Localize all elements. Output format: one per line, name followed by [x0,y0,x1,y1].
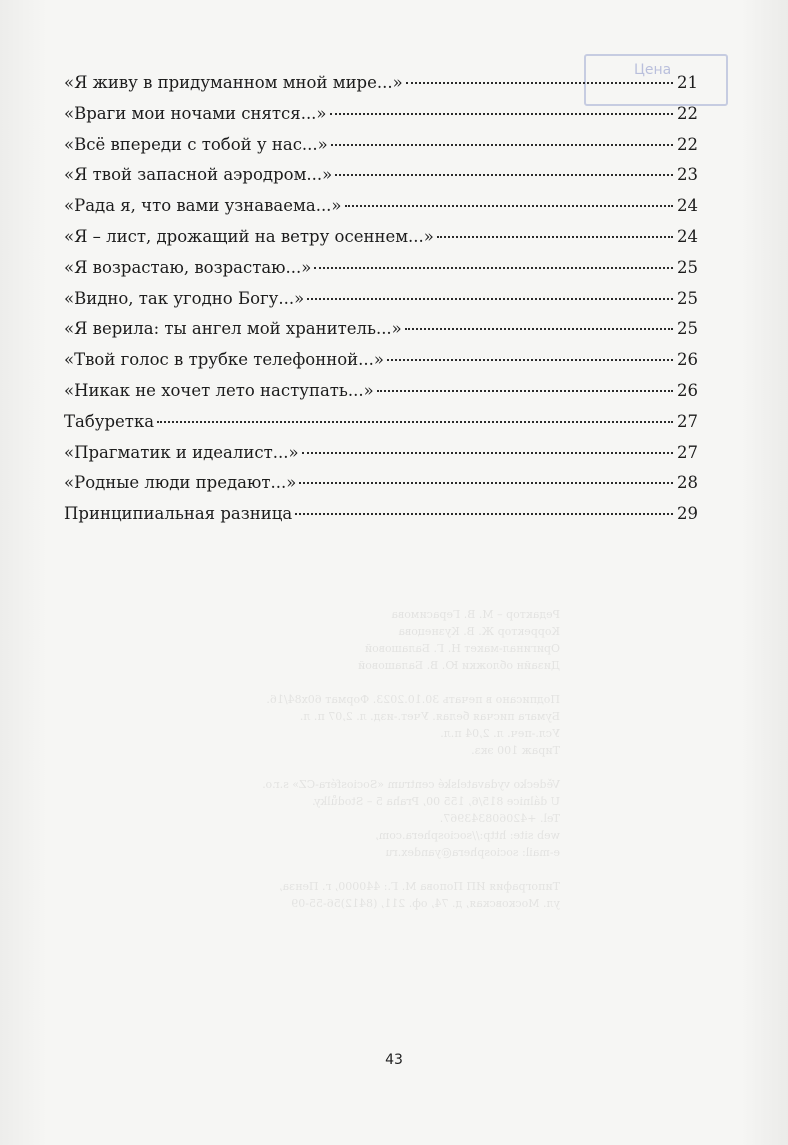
toc-entry-page: 24 [677,226,698,246]
toc-entry-title: Принципиальная разница [64,504,293,524]
toc-entry [64,499,698,530]
toc-dot-leader [331,144,673,146]
toc-entry-title: Табуретка [64,411,155,431]
toc-entry-title: «Я твой запасной аэродром...» [64,165,333,185]
price-stamp-label: Цена [634,62,672,78]
toc-entry-page: 21 [677,73,698,92]
toc-entry-page: 26 [677,350,698,370]
toc-entry-page: 25 [677,319,698,339]
toc-dot-leader [405,328,673,330]
toc-entry-title: «Враги мои ночами снятся...» [64,103,327,123]
toc-entry [64,438,698,469]
table-of-contents [64,68,698,530]
toc-entry-title: «Родные люди предают...» [64,473,297,493]
toc-entry [64,160,698,191]
toc-entry-title: «Рада я, что вами узнаваема...» [64,196,342,216]
toc-dot-leader [299,482,673,484]
toc-entry-title: «Я живу в придуманном мной мире...» [64,73,403,92]
toc-dot-leader [406,82,673,84]
toc-entry-page: 25 [677,288,698,308]
bleed-through-text [240,606,560,912]
toc-entry [64,253,698,284]
toc-entry [64,468,698,499]
toc-entry-page: 22 [677,103,698,123]
toc-entry-title: «Прагматик и идеалист...» [64,442,299,462]
bleed-through-line: Бумага писчая белая. Учет.-изд. л. 2,07 п. л. [299,710,560,723]
bleed-through-line: Корректор Ж. В. Кузнецова [398,625,560,638]
toc-entry-page: 26 [677,380,698,400]
bleed-through-line: Дизайн обложки Ю. В. Балашовой [357,659,560,672]
toc-entry-title: «Видно, так угодно Богу...» [64,288,305,308]
bleed-through-line: Тираж 100 экз. [471,744,560,757]
bleed-through-line [240,674,560,691]
toc-dot-leader [314,267,673,269]
toc-dot-leader [157,421,673,423]
toc-entry [64,376,698,407]
bleed-through-line [240,759,560,776]
bleed-through-line: Vědecko vydavatelské centrum «Sociosféra-CZ» s.r.o. [262,778,560,791]
toc-entry [64,130,698,161]
bleed-through-line: Tel. +420608343967. [439,812,560,825]
bleed-through-line: Оригинал-макет Н. Г. Балашовой [364,642,560,655]
toc-entry [64,99,698,130]
toc-entry [64,407,698,438]
toc-dot-leader [335,174,673,176]
toc-entry-page: 22 [677,134,698,154]
toc-dot-leader [377,390,673,392]
toc-entry-page: 24 [677,196,698,216]
toc-dot-leader [345,205,673,207]
toc-entry-title: «Я возрастаю, возрастаю...» [64,257,312,277]
bleed-through-line: Типография ИП Попова М. Г.: 440000, г. Пенза, [279,880,560,893]
toc-entry-page: 28 [677,473,698,493]
toc-dot-leader [295,513,673,515]
toc-entry-page: 23 [677,165,698,185]
toc-entry-page: 25 [677,257,698,277]
toc-entry-title: «Я – лист, дрожащий на ветру осеннем...» [64,226,434,246]
toc-dot-leader [437,236,673,238]
toc-entry-title: «Всё впереди с тобой у нас...» [64,134,328,154]
toc-entry-title: «Я верила: ты ангел мой хранитель...» [64,319,402,339]
toc-entry [64,345,698,376]
bleed-through-line: ул. Московская, д. 74, оф. 211, (8412)56-55-09 [291,897,560,910]
toc-dot-leader [330,113,673,115]
bleed-through-line: Редактор – М. В. Герасимова [391,608,560,621]
toc-entry [64,191,698,222]
toc-entry [64,68,698,99]
toc-entry [64,222,698,253]
toc-dot-leader [387,359,673,361]
bleed-through-line: e-mail: sociosphera@yandex.ru [385,846,560,859]
bleed-through-line [240,861,560,878]
toc-entry [64,284,698,315]
toc-entry-title: «Твой голос в трубке телефонной...» [64,350,384,370]
toc-entry-page: 27 [677,411,698,431]
toc-entry [64,314,698,345]
toc-entry-page: 29 [677,504,698,524]
bleed-through-line: U dálnice 815/6, 155 00, Praha 5 – Stodůlky. [312,795,560,808]
toc-dot-leader [302,452,673,454]
toc-entry-title: «Никак не хочет лето наступать...» [64,380,374,400]
toc-dot-leader [307,298,673,300]
bleed-through-line: Усл.-печ. л. 2,04 п.л. [440,727,560,740]
bleed-through-line: web site: http://sociosphera.com, [375,829,560,842]
bleed-through-line: Подписано в печать 30.10.2023. Формат 60x84/16. [266,693,560,706]
toc-entry-page: 27 [677,442,698,462]
page-number: 43 [385,1052,403,1068]
